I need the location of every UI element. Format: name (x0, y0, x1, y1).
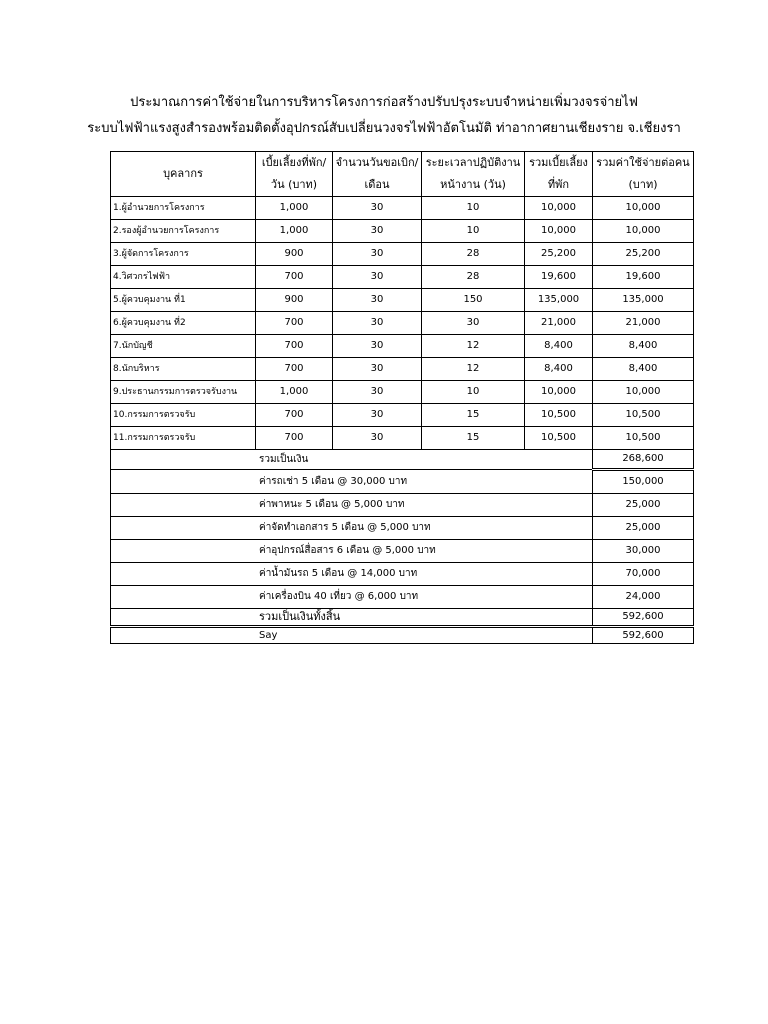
rate-cell: 700 (256, 427, 333, 450)
say-row (111, 627, 694, 644)
period-cell: 15 (422, 427, 525, 450)
expense-row (111, 586, 694, 609)
rate-cell: 700 (256, 312, 333, 335)
table-row (111, 404, 694, 427)
days-cell: 30 (333, 266, 422, 289)
total-person-cell: 10,500 (593, 427, 694, 450)
total-person-cell: 10,000 (593, 220, 694, 243)
grand-total-row-amount: 592,600 (593, 609, 694, 627)
days-cell: 30 (333, 335, 422, 358)
expense-row-amount: 25,000 (593, 517, 694, 540)
rate-cell: 700 (256, 358, 333, 381)
personnel-name-cell: 2.รองผู้อำนวยการโครงการ (111, 220, 256, 243)
total-allow-cell: 8,400 (525, 335, 593, 358)
total-allow-cell: 21,000 (525, 312, 593, 335)
period-cell: 10 (422, 197, 525, 220)
rate-cell: 900 (256, 289, 333, 312)
period-cell: 12 (422, 358, 525, 381)
personnel-name-cell: 9.ประธานกรรมการตรวจรับงาน (111, 381, 256, 404)
say-row-amount: 592,600 (593, 627, 694, 644)
subtotal-row-amount: 268,600 (593, 450, 694, 470)
expense-row (111, 563, 694, 586)
total-person-cell: 8,400 (593, 335, 694, 358)
grand-total-row-label: รวมเป็นเงินทั้งสิ้น (111, 609, 593, 627)
header-period-line1: ระยะเวลาปฏิบัติงาน (422, 152, 525, 175)
personnel-name-cell: 7.นักบัญชี (111, 335, 256, 358)
table-row (111, 427, 694, 450)
table-row (111, 335, 694, 358)
days-cell: 30 (333, 358, 422, 381)
period-cell: 12 (422, 335, 525, 358)
header-rate-line1: เบี้ยเลี้ยงที่พัก/ (256, 152, 333, 175)
expense-row-label: ค่าจัดทำเอกสาร 5 เดือน @ 5,000 บาท (111, 517, 593, 540)
document-title-line-1: ประมาณการค่าใช้จ่ายในการบริหารโครงการก่อสร้างปรับปรุงระบบจำหน่ายเพิ่มวงจรจ่ายไฟ (130, 95, 638, 110)
total-allow-cell: 10,000 (525, 197, 593, 220)
table-row (111, 243, 694, 266)
table-row (111, 266, 694, 289)
expense-row-amount: 24,000 (593, 586, 694, 609)
days-cell: 30 (333, 289, 422, 312)
expense-row-amount: 70,000 (593, 563, 694, 586)
table-row (111, 289, 694, 312)
header-days-line2: เดือน (333, 174, 422, 197)
total-person-cell: 10,000 (593, 381, 694, 404)
expense-row (111, 494, 694, 517)
total-allow-cell: 19,600 (525, 266, 593, 289)
expense-row-amount: 25,000 (593, 494, 694, 517)
expense-row-amount: 150,000 (593, 470, 694, 494)
expense-row-label: ค่ารถเช่า 5 เดือน @ 30,000 บาท (111, 470, 593, 494)
period-cell: 10 (422, 381, 525, 404)
total-person-cell: 8,400 (593, 358, 694, 381)
header-total-person-line1: รวมค่าใช้จ่ายต่อคน (593, 152, 694, 175)
total-allow-cell: 135,000 (525, 289, 593, 312)
rate-cell: 700 (256, 335, 333, 358)
period-cell: 28 (422, 266, 525, 289)
total-allow-cell: 10,500 (525, 427, 593, 450)
personnel-name-cell: 1.ผู้อำนวยการโครงการ (111, 197, 256, 220)
header-days-line1: จำนวนวันขอเบิก/ (333, 152, 422, 175)
expense-row (111, 540, 694, 563)
total-allow-cell: 10,500 (525, 404, 593, 427)
period-cell: 30 (422, 312, 525, 335)
personnel-name-cell: 10.กรรมการตรวจรับ (111, 404, 256, 427)
total-allow-cell: 10,000 (525, 381, 593, 404)
subtotal-row (111, 450, 694, 470)
personnel-name-cell: 6.ผู้ควบคุมงาน ที่2 (111, 312, 256, 335)
table-row (111, 197, 694, 220)
days-cell: 30 (333, 220, 422, 243)
period-cell: 15 (422, 404, 525, 427)
budget-table (110, 151, 694, 644)
total-person-cell: 19,600 (593, 266, 694, 289)
grand-total-row (111, 609, 694, 627)
header-total-allow-line1: รวมเบี้ยเลี้ยง (525, 152, 593, 175)
days-cell: 30 (333, 381, 422, 404)
period-cell: 28 (422, 243, 525, 266)
expense-row-label: ค่าพาหนะ 5 เดือน @ 5,000 บาท (111, 494, 593, 517)
total-allow-cell: 25,200 (525, 243, 593, 266)
period-cell: 150 (422, 289, 525, 312)
rate-cell: 900 (256, 243, 333, 266)
table-row (111, 312, 694, 335)
rate-cell: 1,000 (256, 220, 333, 243)
total-person-cell: 21,000 (593, 312, 694, 335)
personnel-name-cell: 3.ผู้จัดการโครงการ (111, 243, 256, 266)
personnel-name-cell: 8.นักบริหาร (111, 358, 256, 381)
table-row (111, 381, 694, 404)
expense-row-label: ค่าอุปกรณ์สื่อสาร 6 เดือน @ 5,000 บาท (111, 540, 593, 563)
table-row (111, 358, 694, 381)
days-cell: 30 (333, 197, 422, 220)
total-person-cell: 25,200 (593, 243, 694, 266)
total-allow-cell: 10,000 (525, 220, 593, 243)
days-cell: 30 (333, 427, 422, 450)
rate-cell: 1,000 (256, 381, 333, 404)
rate-cell: 700 (256, 266, 333, 289)
expense-row-label: ค่าน้ำมันรถ 5 เดือน @ 14,000 บาท (111, 563, 593, 586)
days-cell: 30 (333, 243, 422, 266)
header-period-line2: หน้างาน (วัน) (422, 174, 525, 197)
total-person-cell: 135,000 (593, 289, 694, 312)
total-person-cell: 10,000 (593, 197, 694, 220)
header-total-person-line2: (บาท) (593, 174, 694, 197)
period-cell: 10 (422, 220, 525, 243)
subtotal-row-label: รวมเป็นเงิน (111, 450, 593, 470)
expense-row (111, 517, 694, 540)
personnel-name-cell: 11.กรรมการตรวจรับ (111, 427, 256, 450)
total-allow-cell: 8,400 (525, 358, 593, 381)
table-row (111, 220, 694, 243)
document-title-line-2: ระบบไฟฟ้าแรงสูงสำรองพร้อมติดตั้งอุปกรณ์สับเปลี่ยนวงจรไฟฟ้าอัตโนมัติ ท่าอากาศยานเชียงราย จ.เชียงรา (87, 121, 681, 136)
expense-row-label: ค่าเครื่องบิน 40 เที่ยว @ 6,000 บาท (111, 586, 593, 609)
expense-row-amount: 30,000 (593, 540, 694, 563)
personnel-name-cell: 5.ผู้ควบคุมงาน ที่1 (111, 289, 256, 312)
header-personnel: บุคลากร (111, 152, 256, 197)
rate-cell: 700 (256, 404, 333, 427)
expense-row (111, 470, 694, 494)
rate-cell: 1,000 (256, 197, 333, 220)
header-total-allow-line2: ที่พัก (525, 174, 593, 197)
header-rate-line2: วัน (บาท) (256, 174, 333, 197)
header-row-top (111, 152, 694, 175)
days-cell: 30 (333, 404, 422, 427)
say-row-label: Say (111, 627, 593, 644)
total-person-cell: 10,500 (593, 404, 694, 427)
personnel-name-cell: 4.วิศวกรไฟฟ้า (111, 266, 256, 289)
days-cell: 30 (333, 312, 422, 335)
